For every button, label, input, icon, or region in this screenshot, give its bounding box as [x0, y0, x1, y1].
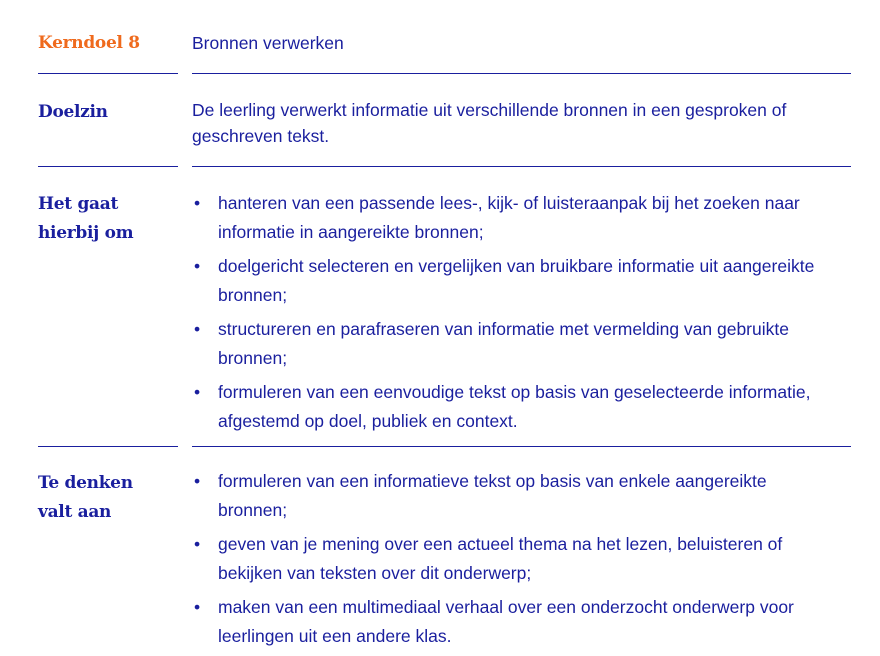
- list-item: • doelgericht selecteren en vergelijken van bruikbare informatie uit aangereikte bronnen;: [192, 252, 847, 310]
- divider-right: [192, 166, 851, 167]
- list-item: • maken van een multimediaal verhaal over een onderzocht onderwerp voor leerlingen uit een andere klas.: [192, 593, 812, 651]
- list-item: • structureren en parafraseren van informatie met vermelding van gebruikte bronnen;: [192, 315, 847, 373]
- list-item: • geven van je mening over een actueel thema na het lezen, beluisteren of bekijken van teksten over dit onderwerp;: [192, 530, 812, 588]
- het-gaat-label-line2: hierbij om: [38, 223, 134, 243]
- te-denken-list: [192, 467, 812, 651]
- list-item: • formuleren van een eenvoudige tekst op basis van geselecteerde informatie, afgestemd op doel, publiek en context.: [192, 378, 847, 436]
- list-item: • hanteren van een passende lees-, kijk- of luisteraanpak bij het zoeken naar informatie in aangereikte bronnen;: [192, 189, 847, 247]
- doelzin-label: Doelzin: [38, 102, 108, 122]
- doelzin-text: De leerling verwerkt informatie uit verschillende bronnen in een gesproken of geschreven tekst.: [192, 100, 787, 146]
- divider-right: [192, 73, 851, 74]
- list-item: • formuleren van een informatieve tekst op basis van enkele aangereikte bronnen;: [192, 467, 812, 525]
- divider-left: [38, 166, 178, 167]
- het-gaat-label: [38, 190, 183, 248]
- divider-left: [38, 73, 178, 74]
- te-denken-label-line2: valt aan: [38, 502, 112, 522]
- divider-right: [192, 446, 851, 447]
- het-gaat-list-wrap: [192, 189, 847, 441]
- kerndoel-title: Bronnen verwerken: [192, 33, 344, 53]
- het-gaat-list: [192, 189, 847, 436]
- te-denken-label: [38, 469, 183, 527]
- te-denken-label-line1: Te denken: [38, 473, 133, 493]
- het-gaat-label-line1: Het gaat: [38, 194, 119, 214]
- kerndoel-label: Kerndoel 8: [38, 33, 140, 53]
- divider-left: [38, 446, 178, 447]
- te-denken-list-wrap: [192, 467, 812, 656]
